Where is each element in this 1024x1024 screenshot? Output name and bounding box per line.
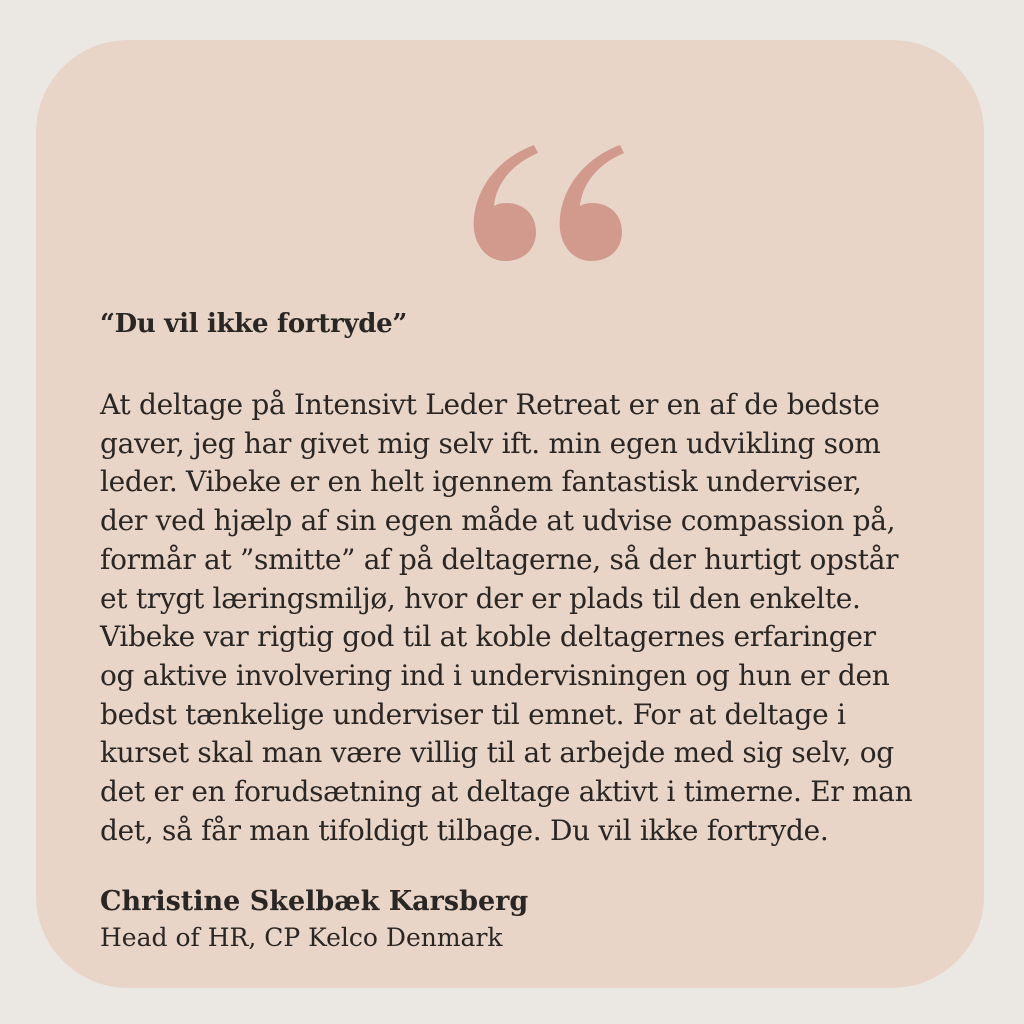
body-line: leder. Vibeke er en helt igennem fantastisk underviser,: [100, 465, 862, 499]
testimonial-body: [100, 342, 940, 850]
body-line: formår at ”smitte” af på deltagerne, så der hurtigt opstår: [100, 542, 899, 576]
body-line: der ved hjælp af sin egen måde at udvise compassion på,: [100, 504, 896, 538]
body-line: At deltage på Intensivt Leder Retreat er en af de bedste: [100, 388, 880, 421]
body-line: det, så får man tifoldigt tilbage. Du vil ikke fortryde.: [100, 813, 829, 847]
body-line: et trygt læringsmiljø, hvor der er plads til den enkelte.: [100, 581, 861, 615]
body-line: kurset skal man være villig til at arbejde med sig selv, og: [100, 736, 894, 770]
body-line: bedst tænkelige underviser til emnet. For at deltage i: [100, 697, 846, 731]
body-line: Vibeke var rigtig god til at koble deltagernes erfaringer: [100, 620, 876, 654]
body-line: det er en forudsætning at deltage aktivt i timerne. Er man: [100, 775, 913, 809]
testimonial-content: [100, 306, 940, 956]
body-line: og aktive involvering ind i undervisningen og hun er den: [100, 658, 890, 692]
body-line: gaver, jeg har givet mig selv ift. min egen udvikling som: [100, 426, 881, 460]
author-title: Head of HR, CP Kelco Denmark: [100, 923, 503, 953]
testimonial-headline: “Du vil ikke fortryde”: [100, 309, 407, 339]
author-name: Christine Skelbæk Karsberg: [100, 886, 529, 918]
opening-quotation-mark-icon: [472, 143, 624, 263]
